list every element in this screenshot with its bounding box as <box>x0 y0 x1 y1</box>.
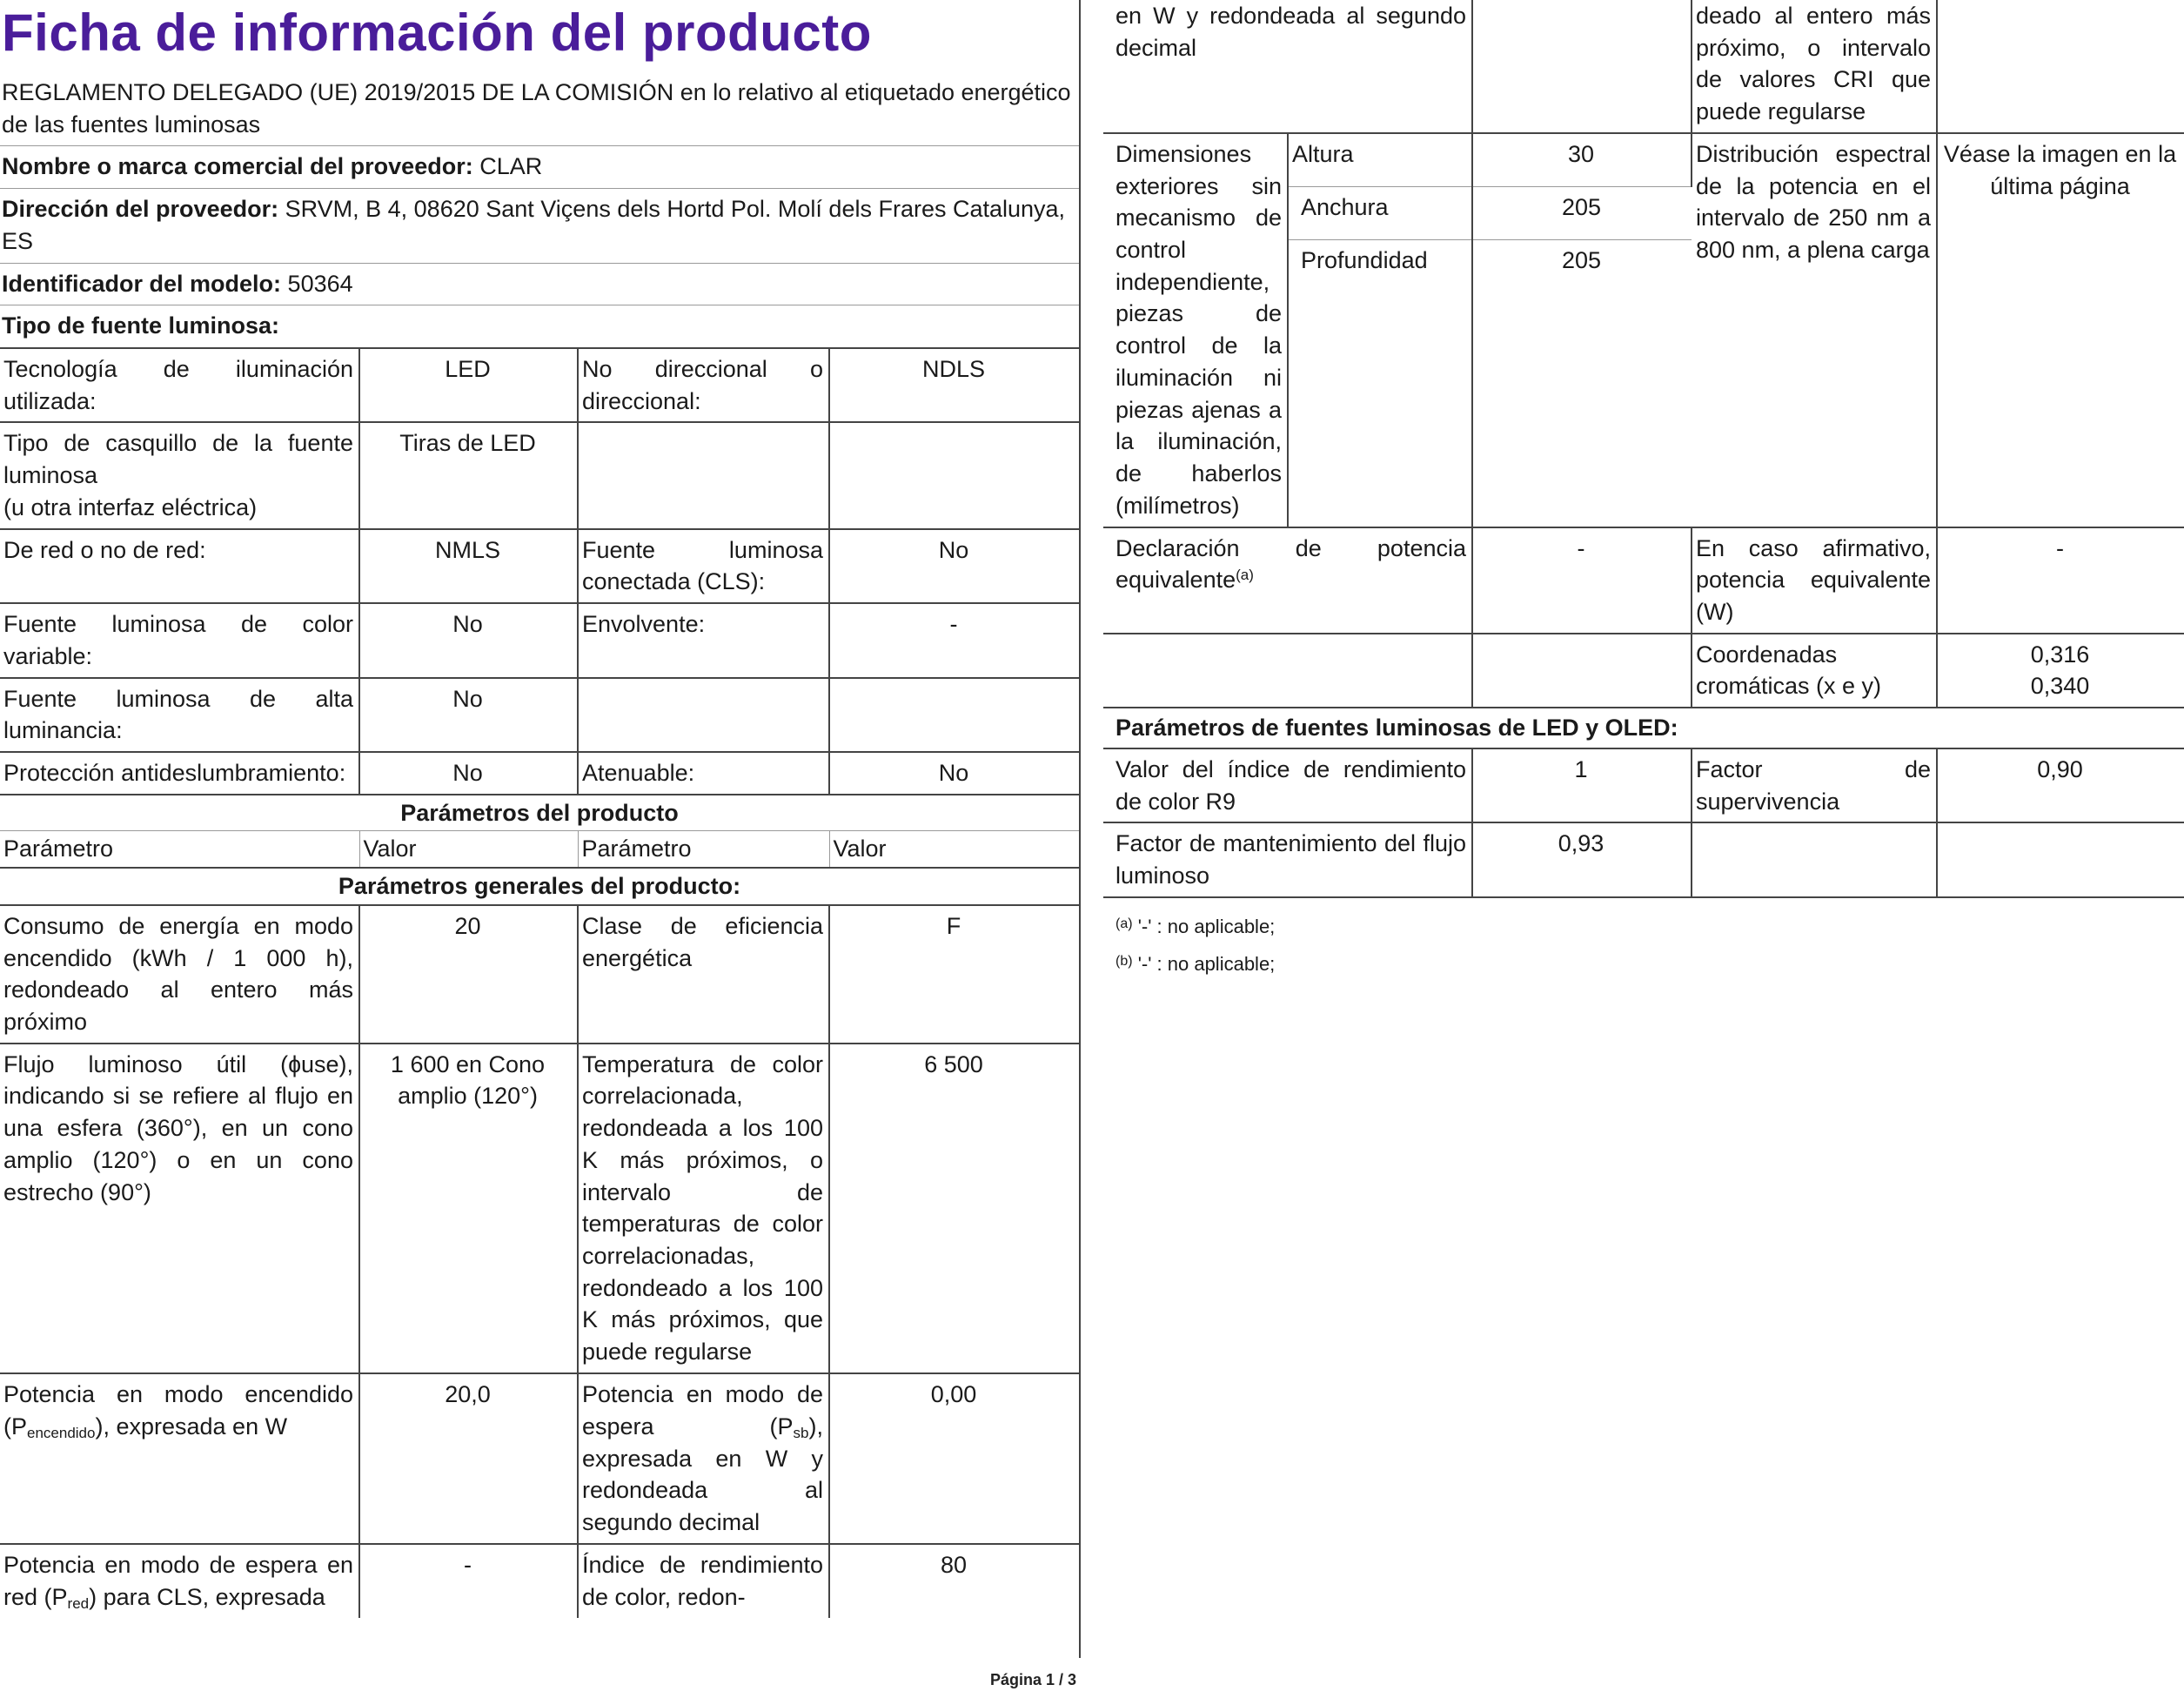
dimensions-label: Dimensiones exteriores sin mecanismo de control independiente, piezas de control de la iluminación ni piezas ajenas a la iluminación, de haberlos (milímetros) <box>1103 133 1288 527</box>
param-cell: deado al entero más próximo, o intervalo de valores CRI que puede regularse <box>1692 0 1937 133</box>
value-cell: No <box>359 603 578 677</box>
table-row <box>1103 749 2184 822</box>
value-cell: - <box>359 1544 578 1618</box>
value-cell <box>829 678 1079 752</box>
value-cell: - <box>1472 527 1692 634</box>
param-cell: Tipo de casquillo de la fuente luminosa (u otra interfaz eléctrica) <box>0 422 359 528</box>
value-cell: Tiras de LED <box>359 422 578 528</box>
value-cell: 80 <box>940 1551 968 1578</box>
params-heading-row <box>0 795 1079 831</box>
supplier-label: Nombre o marca comercial del proveedor: <box>2 153 473 180</box>
table-row <box>1103 133 2184 187</box>
supplier-row <box>0 146 1079 189</box>
param-cell: No direccional o direccional: <box>578 349 829 422</box>
table-row <box>0 349 1079 422</box>
value-cell: No <box>359 752 578 795</box>
model-row <box>0 264 1079 306</box>
table-row <box>0 678 1079 752</box>
value-cell: No <box>829 529 1079 603</box>
altura-label: Altura <box>1288 133 1472 187</box>
continued-table <box>1103 0 2184 707</box>
table-row <box>0 529 1079 603</box>
table-row <box>0 603 1079 677</box>
profundidad-label: Profundidad <box>1288 240 1472 527</box>
param-cell <box>578 422 829 528</box>
table-row <box>1103 0 2184 133</box>
value-cell: NMLS <box>359 529 578 603</box>
column-divider <box>1079 0 1081 1658</box>
footnote: $^{(a)}$ '-' : no aplicable; <box>1115 915 1276 937</box>
param-cell <box>578 678 829 752</box>
param-cell: Protección antideslumbramiento: <box>0 752 359 795</box>
param-cell: Temperatura de color correlacionada, redondeada a los 100 K más próximos, o intervalo de temperaturas de color correlacionadas, redondeado a los 100 K más próximos, que puede regularse <box>578 1044 829 1373</box>
column-header-row <box>0 831 1079 868</box>
regulation-text: REGLAMENTO DELEGADO (UE) 2019/2015 DE LA COMISIÓN en lo relativo al etiquetado energético de las fuentes luminosas <box>0 68 1079 146</box>
table-row <box>1103 822 2184 896</box>
param-cell: en W y redondeada al segundo decimal <box>1103 0 1472 133</box>
anchura-value: 205 <box>1472 187 1692 240</box>
param-cell: Coordenadas cromáticas (x e y) <box>1692 634 1937 707</box>
param-cell <box>1103 634 1472 707</box>
param-cell: Fuente luminosa de alta luminancia: <box>0 678 359 752</box>
altura-value: 30 <box>1472 133 1692 187</box>
param-cell: Potencia en modo de espera en red $(P_{red})$ para CLS, expresada <box>0 1544 359 1618</box>
param-cell: Flujo luminoso útil (ɸuse), indicando si se refiere al flujo en una esfera (360°), en un cono amplio (120°) o en un cono estrecho (90°) <box>0 1044 359 1373</box>
profundidad-value: 205 <box>1472 240 1692 527</box>
params-heading: Parámetros del producto <box>0 795 1079 831</box>
value-cell: No <box>829 752 1079 795</box>
value-cell: LED <box>359 349 578 422</box>
param-cell: Declaración de potencia equivalente$^{(a)}$ <box>1103 527 1472 634</box>
value-cell: 20 <box>359 905 578 1044</box>
value-cell <box>1937 0 2184 133</box>
param-cell: Envolvente: <box>578 603 829 677</box>
table-row <box>0 905 1079 1044</box>
led-table <box>1103 749 2184 898</box>
col-header-param: Parámetro <box>578 831 829 868</box>
value-cell: 6 500 <box>829 1044 1079 1373</box>
anchura-label: Anchura <box>1288 187 1472 240</box>
value-cell <box>1472 0 1692 133</box>
param-cell: Fuente luminosa de color variable: <box>0 603 359 677</box>
param-cell: De red o no de red: <box>0 529 359 603</box>
param-cell: Atenuable: <box>578 752 829 795</box>
address-row <box>0 189 1079 263</box>
col-header-param: Parámetro <box>0 831 359 868</box>
table-row <box>0 1544 1079 1618</box>
source-type-heading: Tipo de fuente luminosa: <box>0 305 1079 349</box>
page-number: Página 1 / 3 <box>990 1671 1077 1688</box>
param-cell: Clase de eficiencia energética <box>578 905 829 1044</box>
address-label: Dirección del proveedor: <box>2 196 279 223</box>
value-cell <box>1472 634 1692 707</box>
chroma-values: 0,316 0,340 <box>2030 641 2090 700</box>
footnotes <box>1103 898 2184 983</box>
value-cell: 20,0 <box>359 1373 578 1544</box>
param-cell: Índice de rendimiento de color, redon- <box>578 1544 829 1618</box>
param-cell: Factor de mantenimiento del flujo luminoso <box>1103 822 1472 896</box>
value-cell <box>829 422 1079 528</box>
value-cell: 1 <box>1472 749 1692 822</box>
table-row <box>0 422 1079 528</box>
right-column <box>1103 0 2184 983</box>
page-title: Ficha de información del producto <box>2 3 872 62</box>
param-cell: Valor del índice de rendimiento de color R9 <box>1103 749 1472 822</box>
col-header-value: Valor <box>359 831 578 868</box>
model-value: 50364 <box>287 270 353 297</box>
table-row <box>0 752 1079 795</box>
col-header-value: Valor <box>829 831 1079 868</box>
table-row <box>0 1044 1079 1373</box>
value-cell: 0,90 <box>1937 749 2184 822</box>
param-cell: En caso afirmativo, potencia equivalente (W) <box>1692 527 1937 634</box>
value-cell: - <box>829 603 1079 677</box>
table-row <box>1103 634 2184 707</box>
general-heading-row <box>0 868 1079 905</box>
param-cell: Consumo de energía en modo encendido (kWh / 1 000 h), redondeado al entero más próximo <box>0 905 359 1044</box>
param-cell: Potencia en modo encendido $(P_{encendido})$, expresada en W <box>0 1373 359 1544</box>
param-cell: Tecnología de iluminación utilizada: <box>0 349 359 422</box>
value-cell: 1 600 en Cono amplio (120°) <box>359 1044 578 1373</box>
value-cell <box>1937 822 2184 896</box>
general-heading: Parámetros generales del producto: <box>0 868 1079 905</box>
table-row <box>0 1373 1079 1544</box>
spectral-value: Véase la imagen en la última página <box>1937 133 2184 527</box>
param-cell: Potencia en modo de espera $(P_{sb})$, expresada en W y redondeada al segundo decimal <box>578 1373 829 1544</box>
value-cell: - <box>1937 527 2184 634</box>
table-row <box>1103 527 2184 634</box>
supplier-value: CLAR <box>479 153 543 180</box>
value-cell: NDLS <box>829 349 1079 422</box>
param-cell: Fuente luminosa conectada (CLS): <box>578 529 829 603</box>
value-cell: 0,00 <box>829 1373 1079 1544</box>
param-cell <box>1692 822 1937 896</box>
model-label: Identificador del modelo: <box>2 270 282 297</box>
address-value: SRVM, B 4, 08620 Sant Viçens dels Hortd Pol. Molí dels Frares Catalunya, ES <box>2 196 1066 254</box>
spectral-label: Distribución espectral de la potencia en el intervalo de 250 nm a 800 nm, a plena carga <box>1692 133 1937 527</box>
type-table <box>0 349 1079 1618</box>
led-heading: Parámetros de fuentes luminosas de LED y OLED: <box>1103 707 2184 749</box>
footnote: $^{(b)}$ '-' : no aplicable; <box>1115 952 1276 975</box>
left-column <box>0 68 1079 1618</box>
value-cell: No <box>359 678 578 752</box>
value-cell: 0,93 <box>1472 822 1692 896</box>
value-cell: F <box>829 905 1079 1044</box>
param-cell: Factor de supervivencia <box>1692 749 1937 822</box>
